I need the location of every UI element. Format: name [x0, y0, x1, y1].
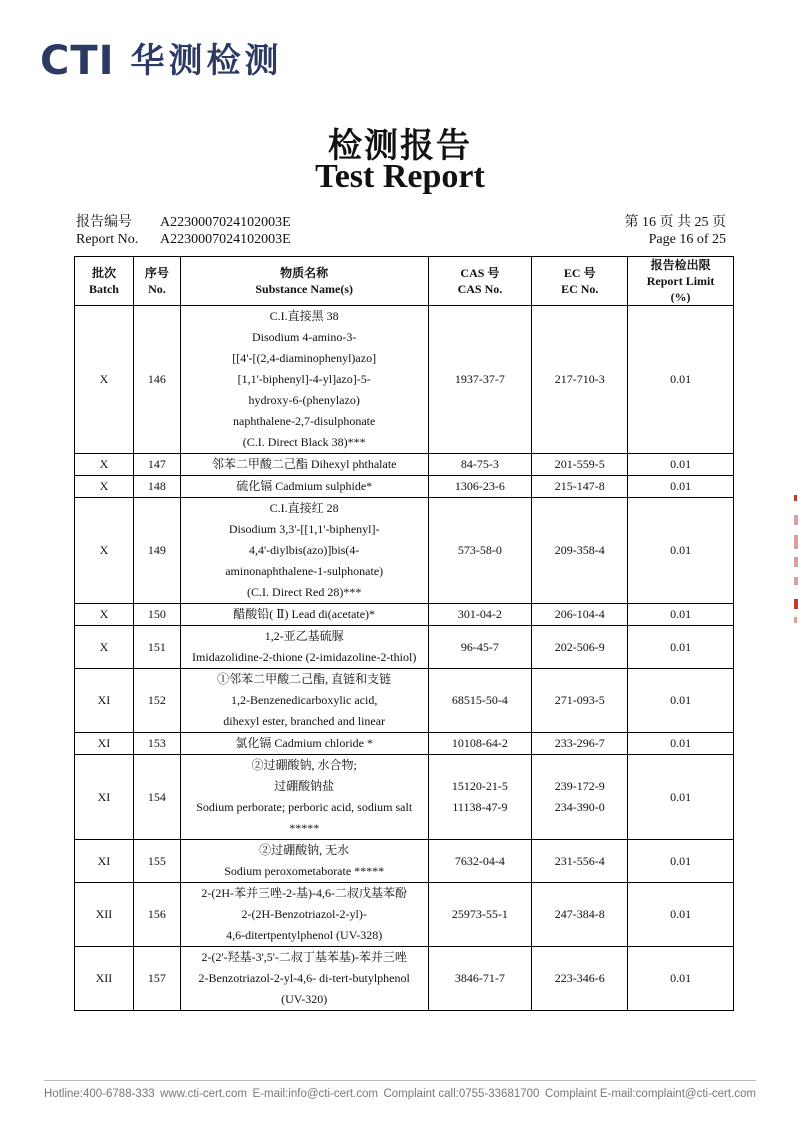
- cell-report-limit: 0.01: [628, 947, 734, 1011]
- footer-website[interactable]: www.cti-cert.com: [160, 1088, 248, 1100]
- cell-ec: 231-556-4: [532, 840, 628, 883]
- cell-batch: XI: [75, 840, 134, 883]
- cell-substance-name: C.I.直接红 28 Disodium 3,3'-[[1,1'-biphenyl]- 4,4'-diylbis(azo)]bis(4- aminonaphthalene-1-sulphonate) (C.I. Direct Red 28)***: [180, 498, 428, 604]
- cell-number: 153: [133, 733, 180, 755]
- cell-ec: 217-710-3: [532, 306, 628, 454]
- report-number-block: [76, 214, 291, 248]
- header-cas: CAS 号 CAS No.: [428, 257, 532, 306]
- cell-number: 149: [133, 498, 180, 604]
- table-row: [75, 476, 734, 498]
- cell-report-limit: 0.01: [628, 306, 734, 454]
- cell-cas: 10108-64-2: [428, 733, 532, 755]
- table-row: [75, 604, 734, 626]
- table-row: [75, 306, 734, 454]
- cell-substance-name: 2-(2'-羟基-3',5'-二叔丁基苯基)-苯并三唑 2-Benzotriazol-2-yl-4,6- di-tert-butylphenol (UV-320): [180, 947, 428, 1011]
- cell-report-limit: 0.01: [628, 498, 734, 604]
- cell-report-limit: 0.01: [628, 476, 734, 498]
- cell-cas: 573-58-0: [428, 498, 532, 604]
- cell-substance-name: ①邻苯二甲酸二己酯, 直链和支链 1,2-Benzenedicarboxylic acid, dihexyl ester, branched and linear: [180, 669, 428, 733]
- cell-ec: 209-358-4: [532, 498, 628, 604]
- table-row: [75, 454, 734, 476]
- report-number-value-en: A2230007024102003E: [160, 232, 291, 247]
- table-row: [75, 840, 734, 883]
- footer-hotline: Hotline:400-6788-333: [44, 1088, 155, 1100]
- table-header-row: [75, 257, 734, 306]
- cell-ec: 215-147-8: [532, 476, 628, 498]
- header-substance-name: 物质名称 Substance Name(s): [180, 257, 428, 306]
- cell-substance-name: 1,2-亚乙基硫脲 Imidazolidine-2-thione (2-imidazoline-2-thiol): [180, 626, 428, 669]
- cell-cas: 96-45-7: [428, 626, 532, 669]
- footer-complaint-email[interactable]: Complaint E-mail:complaint@cti-cert.com: [544, 1088, 756, 1100]
- cell-report-limit: 0.01: [628, 733, 734, 755]
- cell-cas: 15120-21-5 11138-47-9: [428, 755, 532, 840]
- cell-report-limit: 0.01: [628, 604, 734, 626]
- table-row: [75, 755, 734, 840]
- cell-ec: 202-506-9: [532, 626, 628, 669]
- header-number: 序号 No.: [133, 257, 180, 306]
- cell-number: 147: [133, 454, 180, 476]
- header-batch: 批次 Batch: [75, 257, 134, 306]
- footer-email[interactable]: E-mail:info@cti-cert.com: [252, 1088, 378, 1100]
- table-row: [75, 498, 734, 604]
- table-row: [75, 947, 734, 1011]
- logo-brand: CTI: [40, 38, 115, 84]
- cell-batch: XII: [75, 883, 134, 947]
- cell-cas: 1306-23-6: [428, 476, 532, 498]
- logo-chinese-name: 华测检测: [130, 41, 283, 81]
- cell-batch: XII: [75, 947, 134, 1011]
- cell-substance-name: 醋酸铅( Ⅱ) Lead di(acetate)*: [180, 604, 428, 626]
- cell-report-limit: 0.01: [628, 883, 734, 947]
- cell-number: 157: [133, 947, 180, 1011]
- footer-divider: [44, 1080, 756, 1081]
- page-number-block: [625, 214, 727, 248]
- cell-cas: 3846-71-7: [428, 947, 532, 1011]
- cell-number: 151: [133, 626, 180, 669]
- report-number-value-cn: A2230007024102003E: [160, 215, 291, 230]
- header-report-limit: 报告检出限 Report Limit (%): [628, 257, 734, 306]
- report-number-label-en: Report No.: [76, 232, 139, 247]
- cell-cas: 7632-04-4: [428, 840, 532, 883]
- substance-table: [74, 256, 734, 1011]
- company-logo: [40, 38, 283, 84]
- cell-batch: X: [75, 454, 134, 476]
- cell-ec: 271-093-5: [532, 669, 628, 733]
- cell-cas: 68515-50-4: [428, 669, 532, 733]
- cell-substance-name: 氯化镉 Cadmium chloride *: [180, 733, 428, 755]
- footer: [44, 1088, 756, 1100]
- cell-number: 150: [133, 604, 180, 626]
- cell-number: 148: [133, 476, 180, 498]
- report-title-cn: 检测报告: [328, 126, 472, 166]
- cell-cas: 301-04-2: [428, 604, 532, 626]
- cell-batch: X: [75, 498, 134, 604]
- cell-substance-name: ②过硼酸钠, 无水 Sodium peroxometaborate *****: [180, 840, 428, 883]
- table-row: [75, 626, 734, 669]
- cell-number: 154: [133, 755, 180, 840]
- cell-number: 155: [133, 840, 180, 883]
- cell-ec: 223-346-6: [532, 947, 628, 1011]
- table-row: [75, 733, 734, 755]
- cell-substance-name: 邻苯二甲酸二己酯 Dihexyl phthalate: [180, 454, 428, 476]
- table-row: [75, 883, 734, 947]
- cell-substance-name: ②过硼酸钠, 水合物; 过硼酸钠盐 Sodium perborate; perboric acid, sodium salt *****: [180, 755, 428, 840]
- cell-ec: 201-559-5: [532, 454, 628, 476]
- cell-batch: X: [75, 604, 134, 626]
- cell-cas: 25973-55-1: [428, 883, 532, 947]
- cell-batch: X: [75, 626, 134, 669]
- cell-substance-name: 2-(2H-苯并三唑-2-基)-4,6-二叔戊基苯酚 2-(2H-Benzotriazol-2-yl)- 4,6-ditertpentylphenol (UV-328): [180, 883, 428, 947]
- cell-number: 152: [133, 669, 180, 733]
- cell-batch: XI: [75, 669, 134, 733]
- cell-report-limit: 0.01: [628, 626, 734, 669]
- cell-ec: 247-384-8: [532, 883, 628, 947]
- cell-batch: XI: [75, 733, 134, 755]
- cell-report-limit: 0.01: [628, 755, 734, 840]
- report-title-en: Test Report: [315, 158, 485, 195]
- cell-cas: 84-75-3: [428, 454, 532, 476]
- cell-substance-name: C.I.直接黑 38 Disodium 4-amino-3- [[4'-[(2,4-diaminophenyl)azo] [1,1'-biphenyl]-4-yl]azo]-5- hydroxy-6-(phenylazo) naphthalene-2,7-disulphonate (C.I. Direct Black 38)***: [180, 306, 428, 454]
- side-edge-stamp: [793, 495, 799, 635]
- table-row: [75, 669, 734, 733]
- page-number-cn: 第 16 页 共 25 页: [624, 215, 726, 230]
- cell-ec: 206-104-4: [532, 604, 628, 626]
- cell-report-limit: 0.01: [628, 454, 734, 476]
- cell-batch: X: [75, 476, 134, 498]
- cell-batch: XI: [75, 755, 134, 840]
- page-number-en: Page 16 of 25: [648, 232, 726, 247]
- cell-number: 146: [133, 306, 180, 454]
- cell-report-limit: 0.01: [628, 840, 734, 883]
- report-number-label-cn: 报告编号: [76, 215, 132, 230]
- footer-complaint-call: Complaint call:0755-33681700: [383, 1088, 540, 1100]
- header-ec: EC 号 EC No.: [532, 257, 628, 306]
- cell-ec: 233-296-7: [532, 733, 628, 755]
- cell-number: 156: [133, 883, 180, 947]
- cell-ec: 239-172-9 234-390-0: [532, 755, 628, 840]
- cell-report-limit: 0.01: [628, 669, 734, 733]
- cell-batch: X: [75, 306, 134, 454]
- cell-substance-name: 硫化镉 Cadmium sulphide*: [180, 476, 428, 498]
- cell-cas: 1937-37-7: [428, 306, 532, 454]
